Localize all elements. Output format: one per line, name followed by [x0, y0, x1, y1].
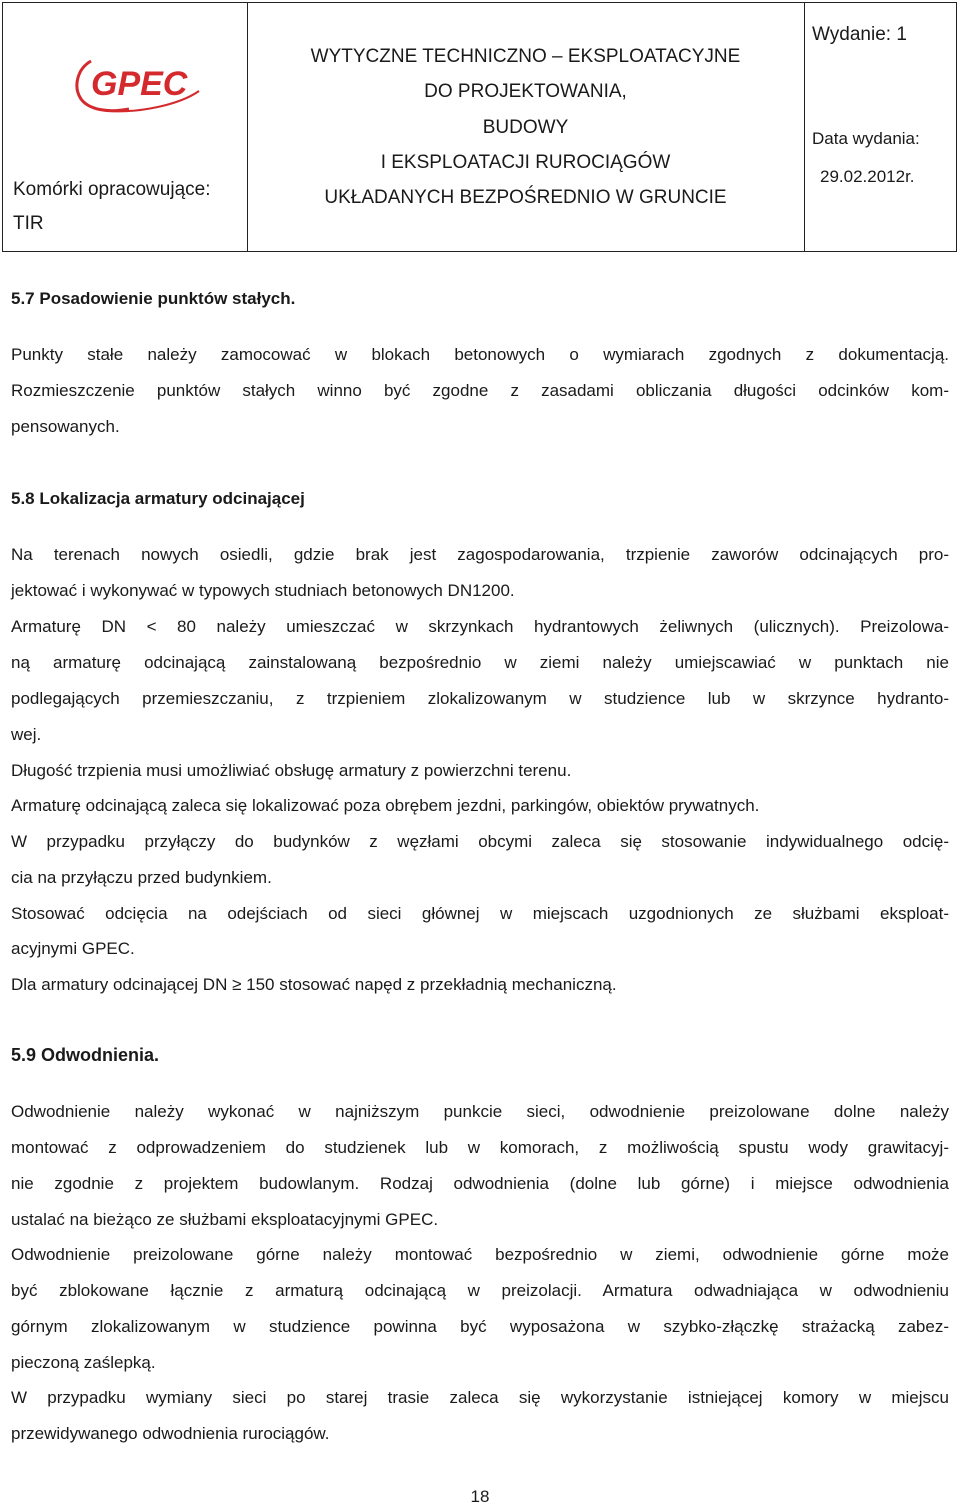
paragraph-line: pensowanych. — [11, 417, 120, 436]
paragraph-line: Długość trzpienia musi umożliwiać obsługę armatury z powierzchni terenu. — [11, 761, 572, 780]
paragraph-line: Armaturę odcinającą zaleca się lokalizować poza obrębem jezdni, parkingów, obiektów prywatnych. — [11, 796, 760, 815]
gpec-logo — [69, 53, 203, 115]
paragraph-line: nie zgodnie z projektem budowlanym. Rodzaj odwodnienia (dolne lub górne) i miejsce odwodnienia — [11, 1174, 949, 1193]
paragraph-line: przewidywanego odwodnienia rurociągów. — [11, 1424, 330, 1443]
date-value: 29.02.2012r. — [820, 167, 915, 186]
document-header — [2, 2, 957, 252]
paragraph-line: Odwodnienie należy wykonać w najniższym punkcie sieci, odwodnienie preizolowane dolne należy — [11, 1102, 949, 1121]
paragraph-line: ną armaturę odcinającą zainstalowaną bezpośrednio w ziemi należy umiejscawiać w punktach nie — [11, 653, 949, 672]
cells-value: TIR — [13, 213, 44, 234]
paragraph-line: Na terenach nowych osiedli, gdzie brak jest zagospodarowania, trzpienie zaworów odcinających pro- — [11, 545, 949, 564]
paragraph-line: Armaturę DN < 80 należy umieszczać w skrzynkach hydrantowych żeliwnych (ulicznych). Preizolowa- — [11, 617, 949, 636]
document-title — [247, 39, 804, 215]
section-heading-5-7: 5.7 Posadowienie punktów stałych. — [11, 289, 296, 308]
paragraph-line: pieczoną zaślepką. — [11, 1353, 156, 1372]
paragraph-line: Dla armatury odcinającej DN ≥ 150 stosować napęd z przekładnią mechaniczną. — [11, 975, 617, 994]
paragraph-line: jektować i wykonywać w typowych studniach betonowych DN1200. — [11, 581, 515, 600]
paragraph-line: W przypadku wymiany sieci po starej trasie zaleca się wykorzystanie istniejącej komory w miejscu — [11, 1388, 949, 1407]
edition-label: Wydanie: 1 — [812, 24, 907, 45]
paragraph-line: montować z odprowadzeniem do studzienek lub w komorach, z możliwością spustu wody grawitacyj- — [11, 1138, 949, 1157]
paragraph-line: ustalać na bieżąco ze służbami eksploatacyjnymi GPEC. — [11, 1210, 439, 1229]
title-line: I EKSPLOATACJI RUROCIĄGÓW — [380, 151, 671, 173]
title-line: UKŁADANYCH BEZPOŚREDNIO W GRUNCIE — [324, 187, 727, 209]
paragraph-line: Rozmieszczenie punktów stałych winno być zgodne z zasadami obliczania długości odcinków kom- — [11, 381, 949, 400]
title-line: WYTYCZNE TECHNICZNO – EKSPLOATACYJNE — [310, 46, 741, 67]
paragraph-line: podlegających przemieszczaniu, z trzpieniem zlokalizowanym w studzience lub w skrzynce hydranto- — [11, 689, 949, 708]
paragraph-line: Stosować odcięcia na odejściach od sieci głównej w miejscach uzgodnionych ze służbami eksploat- — [11, 904, 949, 923]
page-number: 18 — [470, 1487, 490, 1506]
section-heading-5-8: 5.8 Lokalizacja armatury odcinającej — [11, 489, 305, 508]
paragraph-line: Odwodnienie preizolowane górne należy montować bezpośrednio w ziemi, odwodnienie górne może — [11, 1245, 949, 1264]
paragraph-line: W przypadku przyłączy do budynków z węzłami obcymi zaleca się stosowanie indywidualnego odcię- — [11, 832, 949, 851]
paragraph-line: acyjnymi GPEC. — [11, 939, 135, 958]
header-left-cell — [3, 3, 248, 251]
title-line: DO PROJEKTOWANIA, — [424, 81, 627, 103]
cells-label: Komórki opracowujące: — [13, 179, 211, 200]
header-title-cell — [247, 3, 805, 251]
paragraph-line: być zblokowane łącznie z armaturą odcinającą w preizolacji. Armatura odwadniająca w odwodnieniu — [11, 1281, 949, 1300]
paragraph-line: wej. — [11, 725, 42, 744]
date-label: Data wydania: — [812, 129, 920, 148]
title-line: BUDOWY — [482, 116, 569, 138]
paragraph-line: górnym zlokalizowanym w studzience powinna być wyposażona w szybko-złączkę strażacką zabez- — [11, 1317, 949, 1336]
logo-text: GPEC — [91, 65, 188, 103]
header-edition-cell — [804, 3, 956, 251]
section-heading-5-9: 5.9 Odwodnienia. — [11, 1045, 160, 1065]
paragraph-line: Punkty stałe należy zamocować w blokach betonowych o wymiarach zgodnych z dokumentacją. — [11, 345, 949, 364]
paragraph-line: cia na przyłączu przed budynkiem. — [11, 868, 272, 887]
